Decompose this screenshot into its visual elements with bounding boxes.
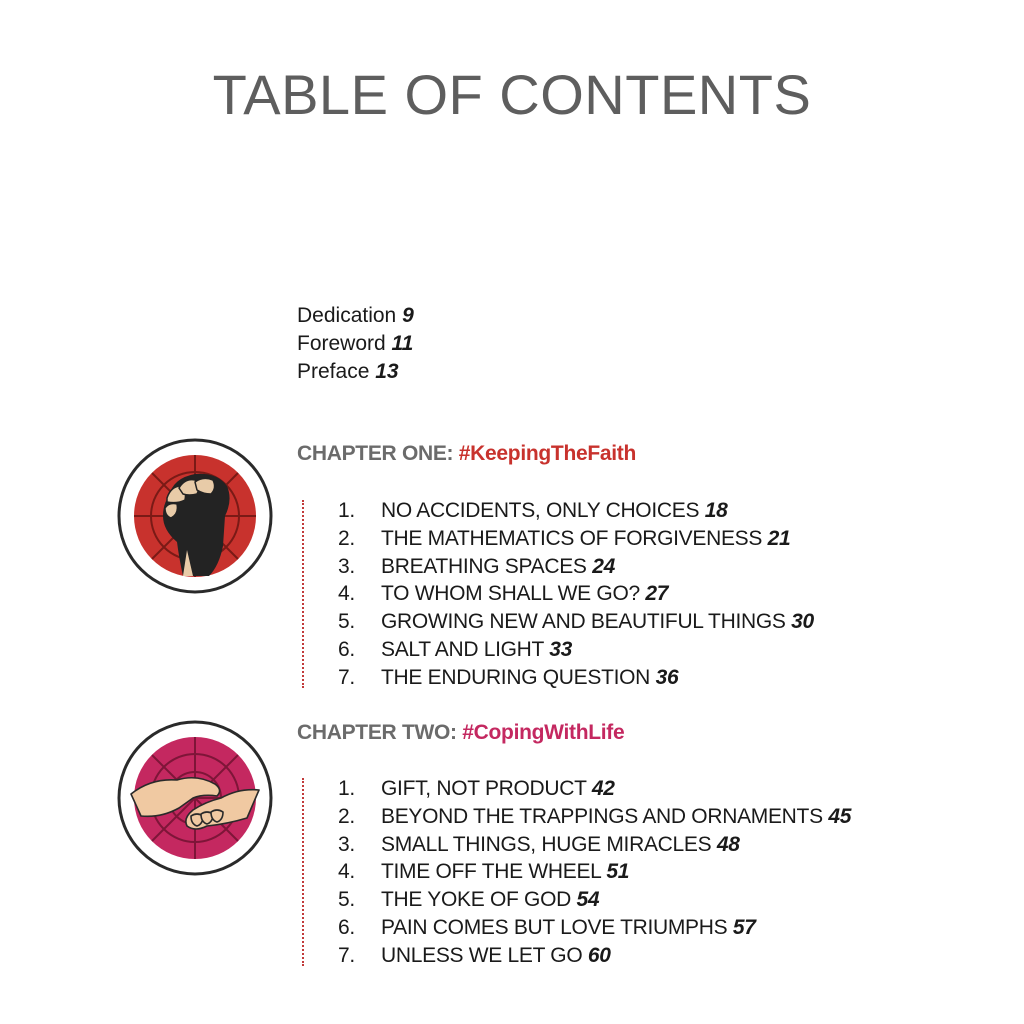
item-title: PAIN COMES BUT LOVE TRIUMPHS xyxy=(381,915,728,939)
page-number: 51 xyxy=(606,860,630,884)
page-number: 45 xyxy=(828,804,852,828)
page-number: 11 xyxy=(391,332,414,355)
front-matter-item-dedication[interactable] xyxy=(297,302,697,330)
toc-item[interactable] xyxy=(338,636,958,664)
item-title: UNLESS WE LET GO xyxy=(381,943,583,967)
item-number: 6. xyxy=(338,915,355,939)
toc-item[interactable] xyxy=(338,942,958,970)
front-matter-label: Dedication xyxy=(297,304,397,327)
item-number: 5. xyxy=(338,610,355,634)
page-number: 48 xyxy=(716,832,740,856)
item-title: SALT AND LIGHT xyxy=(381,637,544,661)
page-number: 24 xyxy=(592,554,615,578)
toc-item[interactable] xyxy=(338,497,958,525)
page-number: 42 xyxy=(591,777,615,800)
chapter-heading xyxy=(297,721,624,745)
page-number: 13 xyxy=(375,360,399,383)
item-number: 5. xyxy=(338,888,355,912)
page-number: 18 xyxy=(704,499,728,522)
page-number: 60 xyxy=(587,943,611,967)
chapter-prefix: CHAPTER ONE: xyxy=(297,442,454,465)
toc-item[interactable] xyxy=(338,525,958,553)
item-title: GROWING NEW AND BEAUTIFUL THINGS xyxy=(381,610,786,634)
toc-item[interactable] xyxy=(338,914,958,942)
item-number: 1. xyxy=(338,777,355,800)
front-matter-item-preface[interactable] xyxy=(297,358,697,386)
page-number: 27 xyxy=(645,582,669,606)
item-number: 3. xyxy=(338,832,355,856)
item-number: 4. xyxy=(338,582,355,606)
item-title: BREATHING SPACES xyxy=(381,554,587,578)
page-number: 9 xyxy=(402,304,414,327)
chapter-hashtag[interactable]: #CopingWithLife xyxy=(462,721,625,744)
chapter-prefix: CHAPTER TWO: xyxy=(297,721,457,744)
toc-item[interactable] xyxy=(338,886,958,914)
toc-item[interactable] xyxy=(338,580,958,608)
front-matter-list xyxy=(297,302,697,386)
page-title: TABLE OF CONTENTS xyxy=(212,63,812,126)
toc-item[interactable] xyxy=(338,858,958,886)
chapter-divider xyxy=(302,500,304,688)
page-number: 30 xyxy=(791,610,814,634)
page-number: 36 xyxy=(655,665,679,689)
toc-item[interactable] xyxy=(338,831,958,859)
item-number: 1. xyxy=(338,499,355,522)
toc-item[interactable] xyxy=(338,608,958,636)
item-title: THE YOKE OF GOD xyxy=(381,888,571,912)
item-number: 7. xyxy=(338,665,355,689)
raised-fist-icon xyxy=(117,438,273,594)
chapter-divider xyxy=(302,778,304,966)
page-number: 57 xyxy=(732,915,756,939)
item-number: 2. xyxy=(338,526,355,550)
front-matter-label: Foreword xyxy=(297,332,386,355)
chapter-list xyxy=(338,497,958,692)
item-title: TO WHOM SHALL WE GO? xyxy=(381,582,640,606)
item-number: 3. xyxy=(338,554,355,578)
item-title: BEYOND THE TRAPPINGS AND ORNAMENTS xyxy=(381,804,823,828)
toc-item[interactable] xyxy=(338,803,958,831)
chapter-heading xyxy=(297,442,636,466)
item-number: 4. xyxy=(338,860,355,884)
toc-item[interactable] xyxy=(338,664,958,692)
front-matter-label: Preface xyxy=(297,360,370,383)
item-number: 6. xyxy=(338,637,355,661)
toc-item[interactable] xyxy=(338,775,958,803)
chapter-list xyxy=(338,775,958,970)
item-title: GIFT, NOT PRODUCT xyxy=(381,777,587,800)
item-number: 7. xyxy=(338,943,355,967)
page-number: 54 xyxy=(576,888,600,912)
page-number: 33 xyxy=(549,637,573,661)
item-title: NO ACCIDENTS, ONLY CHOICES xyxy=(381,499,700,522)
item-number: 2. xyxy=(338,804,355,828)
page-number: 21 xyxy=(767,526,791,550)
front-matter-item-foreword[interactable] xyxy=(297,330,697,358)
toc-item[interactable] xyxy=(338,553,958,581)
chapter-hashtag[interactable]: #KeepingTheFaith xyxy=(458,442,637,465)
holding-hands-icon xyxy=(117,720,273,876)
item-title: TIME OFF THE WHEEL xyxy=(381,860,601,884)
item-title: THE MATHEMATICS OF FORGIVENESS xyxy=(381,526,763,550)
item-title: SMALL THINGS, HUGE MIRACLES xyxy=(381,832,712,856)
item-title: THE ENDURING QUESTION xyxy=(381,665,651,689)
